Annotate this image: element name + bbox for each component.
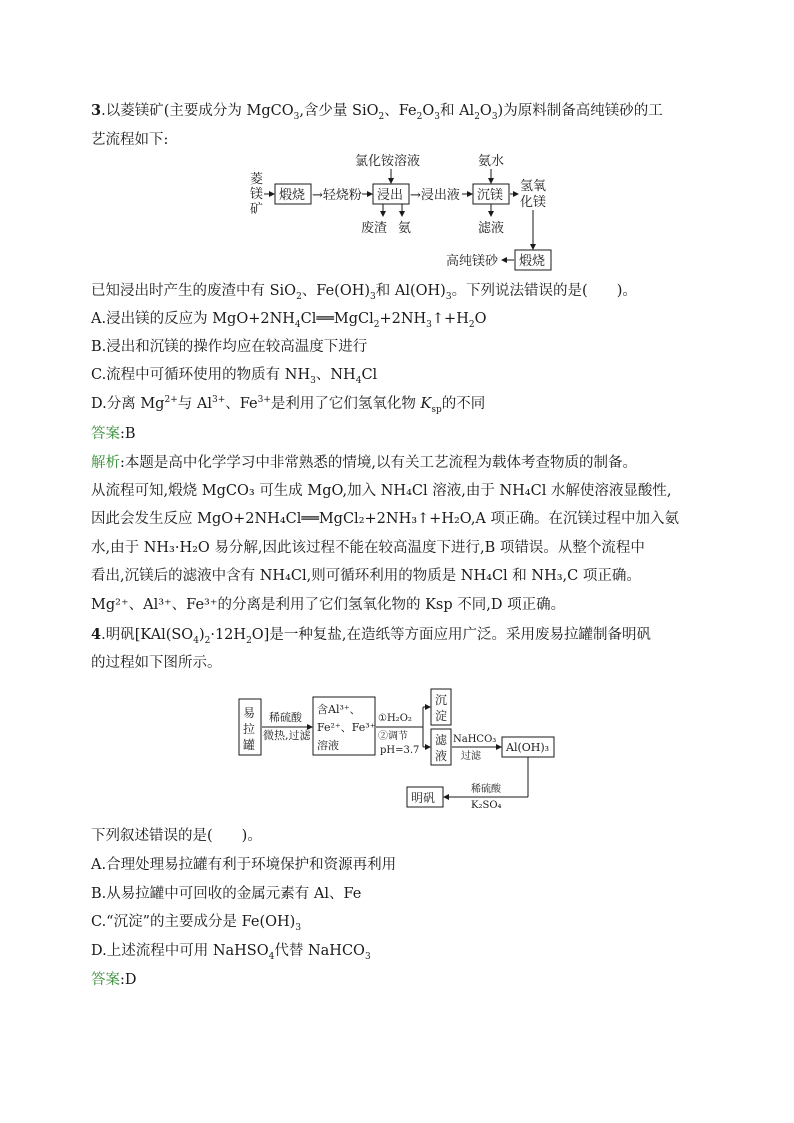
- option-text: 4: [268, 951, 275, 962]
- calcine-label-1: 煅烧: [279, 188, 306, 203]
- nahco3-label: NaHCO₃: [453, 734, 497, 745]
- option-text: 、NH: [315, 367, 356, 383]
- step1-label: ①H₂O₂: [378, 713, 412, 724]
- option-text: Cl: [361, 367, 378, 383]
- q3-stem-text: O: [422, 103, 435, 119]
- option-text: D.分离 Mg: [91, 396, 165, 412]
- q4-flow-diagram: [235, 685, 565, 815]
- option-text: A.浸出镁的反应为 MgO+2NH: [91, 311, 295, 327]
- q3-answer: [91, 424, 136, 444]
- q3-option-d: D.分离 $Mg^{2+}$与 $Al^{3+}$、$Fe^{3+}$是利用了它们氢氧化物 $K_{sp}$的不同: [91, 395, 486, 415]
- ph-label: pH=3.7: [380, 745, 420, 756]
- option-text: 3: [295, 922, 302, 933]
- q3-known-text: 和 Al(OH): [375, 283, 446, 299]
- q4-answer: [91, 970, 137, 990]
- can-label-3: 罐: [243, 738, 256, 752]
- solution-label-1: 含Al³⁺、: [317, 703, 361, 716]
- q4-stem-line1: 4.明矾$[KAl(SO_4)_2\cdot 12H_2O]$是一种复盐,在造纸等方面应用广泛。采用废易拉罐制备明矾: [91, 626, 651, 646]
- hydroxide-label-1: 氢氧: [520, 179, 547, 194]
- waste-label: 废渣: [361, 221, 388, 236]
- q3-stem-line1: 3.以菱镁矿(主要成分为 MgCO$_3$,含少量 SiO$_2$、$Fe_2O_3$和 $Al_2O_3$)为原料制备高纯镁砂的工: [91, 102, 663, 122]
- q3-option-b: B.浸出和沉镁的操作均应在较高温度下进行: [91, 339, 368, 355]
- step2-label: ②调节: [378, 731, 408, 742]
- explain-label: 解析: [91, 455, 120, 471]
- option-text: 、Fe: [225, 396, 258, 412]
- q3-stem-text: 和 Al: [439, 103, 475, 119]
- option-text: 3: [364, 951, 371, 962]
- q3-explain-line5: 看出,沉镁后的滤液中含有 NH₄Cl,则可循环利用的物质是 NH₄Cl 和 NH₃,C 项正确。: [91, 568, 641, 584]
- can-label-1: 易: [243, 706, 256, 720]
- filtrate-label: 滤液: [478, 221, 505, 236]
- q4-option-c: [91, 912, 301, 932]
- raw-material-label-2: 镁: [250, 187, 264, 202]
- option-text: C.流程中可循环使用的物质有 NH: [91, 367, 311, 383]
- q3-flow-diagram: [240, 150, 570, 275]
- k2so4-label: K₂SO₄: [471, 800, 502, 811]
- acid2-label: 稀硫酸: [471, 784, 501, 795]
- option-text: C.“沉淀”的主要成分是 Fe(OH): [91, 914, 296, 930]
- answer-value: :B: [120, 426, 136, 442]
- answer-label: 答案: [91, 972, 120, 988]
- option-text: D.上述流程中可用 NaHSO: [91, 943, 269, 959]
- q3-explain-line6: Mg²⁺、Al³⁺、Fe³⁺的分离是利用了它们氢氧化物的 Ksp 不同,D 项正确。: [91, 597, 566, 613]
- nh4cl-label: 氯化铵溶液: [355, 154, 421, 169]
- leachate-label: →浸出液: [410, 188, 460, 203]
- ammonia-label: 氨: [398, 221, 412, 236]
- q3-option-c: C.流程中可循环使用的物质有 $NH_3$、$NH_4Cl$: [91, 367, 378, 386]
- option-text: 代替 NaHCO: [274, 943, 365, 959]
- q4-stem-line2: 的过程如下图所示。: [91, 655, 222, 671]
- ammonia-water-label: 氨水: [478, 154, 505, 169]
- filtrate-label-1: 滤: [435, 733, 448, 747]
- can-label-2: 拉: [243, 722, 256, 736]
- q4-stem-text: ·12H: [210, 627, 247, 643]
- solution-label-2: Fe²⁺、Fe³⁺: [317, 721, 376, 734]
- option-text: K: [420, 396, 432, 412]
- light-powder-label: →轻烧粉: [312, 188, 362, 203]
- aloh3-label: Al(OH)₃: [506, 741, 550, 754]
- q4-option-b: B.从易拉罐中可回收的金属元素有 Al、Fe: [91, 886, 362, 902]
- q3-explain-line1: [91, 453, 637, 473]
- q4-stem-text: .明矾[KAl(SO: [101, 627, 194, 643]
- filter-label: 过滤: [461, 751, 481, 762]
- option-text: O: [474, 311, 487, 327]
- option-text: ↑+H: [431, 311, 469, 327]
- q3-option-a: A.浸出镁的反应为 $MgO+2NH_4Cl══MgCl_2+2NH_3↑+H_2O$: [91, 311, 487, 330]
- alum-label: 明矾: [411, 791, 436, 805]
- q3-stem-text: 、Fe: [384, 103, 417, 119]
- q3-stem-text: )为原料制备高纯镁砂的工: [497, 103, 663, 119]
- answer-label: 答案: [91, 426, 120, 442]
- q4-number: 4: [91, 626, 102, 643]
- q3-number: 3: [91, 102, 102, 119]
- option-text: 的不同: [441, 396, 486, 412]
- q4-stem-text: O]是一种复盐,在造纸等方面应用广泛。采用废易拉罐制备明矾: [251, 627, 651, 643]
- q3-stem-text: O: [479, 103, 492, 119]
- q3-known-line: 已知浸出时产生的废渣中有 SiO$_2$、$Fe(OH)_3$和 $Al(OH)_3$。下列说法错误的是( )。: [91, 283, 637, 302]
- q3-explain-line2: 从流程可知,煅烧 MgCO₃ 可生成 MgO,加入 NH₄Cl 溶液,由于 NH₄Cl 水解使溶液显酸性,: [91, 483, 672, 499]
- solution-label-3: 溶液: [317, 739, 339, 752]
- filtrate-label-2: 液: [435, 749, 448, 763]
- option-text: sp: [431, 404, 442, 415]
- acid-top-label: 稀硫酸: [269, 711, 302, 724]
- leach-label: 浸出: [377, 188, 404, 203]
- q3-known-text: 、Fe(OH): [301, 283, 371, 299]
- q3-stem-text: .以菱镁矿(主要成分为 MgCO: [101, 103, 294, 119]
- option-text: +2NH: [379, 311, 427, 327]
- q4-question: 下列叙述错误的是( )。: [91, 828, 262, 844]
- option-text: 是利用了它们氢氧化物: [270, 396, 421, 412]
- option-text: 与 Al: [177, 396, 212, 412]
- q3-explain-line4: 水,由于 NH₃·H₂O 易分解,因此该过程不能在较高温度下进行,B 项错误。从整个流程中: [91, 540, 645, 556]
- q4-stem-text: ): [198, 627, 205, 643]
- precip-label: 沉镁: [477, 188, 504, 203]
- option-text: Cl══MgCl: [300, 311, 374, 327]
- q4-option-d: [91, 941, 371, 961]
- answer-value: :D: [120, 972, 137, 988]
- q3-known-text: 已知浸出时产生的废渣中有 SiO: [91, 283, 297, 299]
- raw-material-label-3: 矿: [250, 202, 264, 217]
- q3-explain-line3: 因此会发生反应 MgO+2NH₄Cl══MgCl₂+2NH₃↑+H₂O,A 项正确。在沉镁过程中加入氨: [91, 511, 680, 527]
- raw-material-label-1: 菱: [250, 172, 264, 187]
- q4-option-a: A.合理处理易拉罐有利于环境保护和资源再利用: [91, 857, 397, 873]
- precipitate-label-1: 沉: [435, 693, 448, 707]
- acid-bottom-label: 微热,过滤: [263, 729, 311, 742]
- q3-stem-line2: 艺流程如下:: [91, 132, 169, 148]
- precipitate-label-2: 淀: [435, 709, 448, 723]
- calcine-label-2: 煅烧: [519, 254, 546, 269]
- q3-stem-text: ,含少量 SiO: [299, 103, 379, 119]
- q3-known-text: 。下列说法错误的是( )。: [451, 283, 637, 299]
- hydroxide-label-2: 化镁: [520, 195, 547, 210]
- explain-text: :本题是高中化学学习中非常熟悉的情境,以有关工艺流程为载体考查物质的制备。: [120, 455, 637, 471]
- product-label: 高纯镁砂: [446, 254, 499, 269]
